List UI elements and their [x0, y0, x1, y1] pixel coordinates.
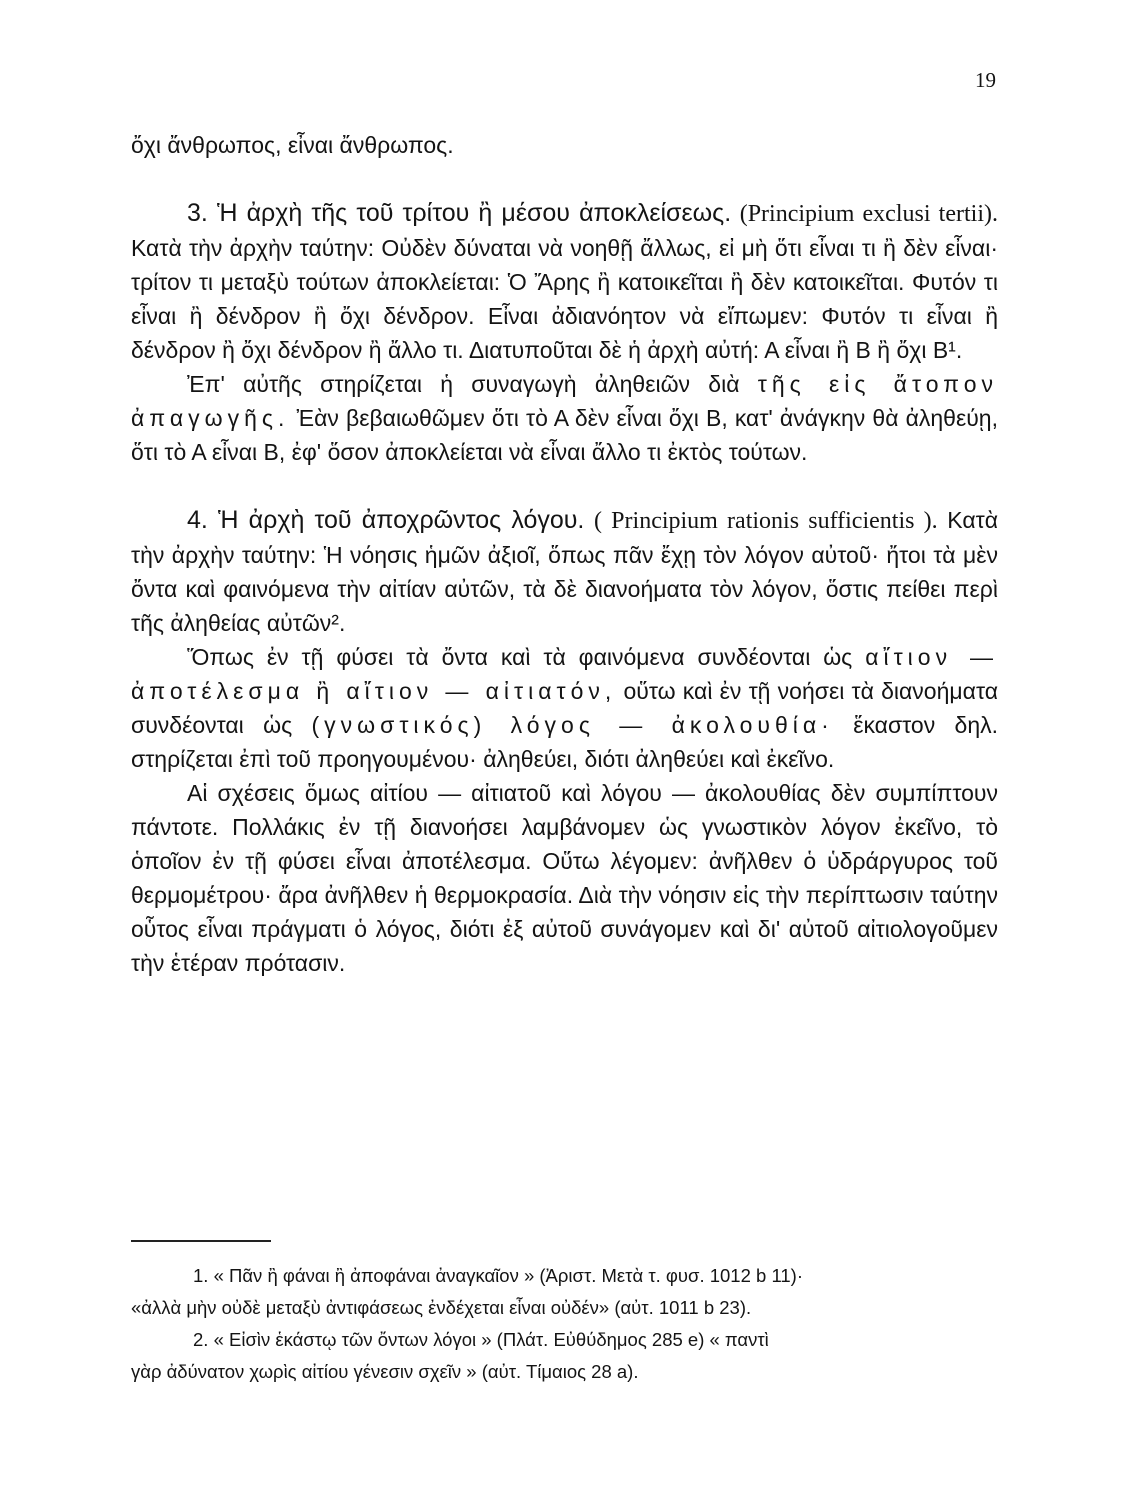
- section-4-paragraph-2: [131, 640, 998, 776]
- footnotes: [131, 1260, 998, 1388]
- section-4-p2-e: ἕκαστον δηλ. στηρίζεται ἐπὶ τοῦ προηγουμένου· ἀληθεύει, διότι ἀληθεύει καὶ ἐκεῖνο.: [131, 712, 999, 772]
- section-4-p2-c: οὕτω καὶ ἐν τῇ νοήσει τὰ διανοήματα συνδέονται ὡς: [131, 678, 998, 738]
- section-3-paragraph: [131, 196, 998, 367]
- section-4-p2-a: Ὅπως ἐν τῇ φύσει τὰ ὄντα καὶ τὰ φαινόμενα συνδέονται ὡς: [187, 644, 853, 670]
- section-4-heading: 4. Ἡ ἀρχὴ τοῦ ἀποχρῶντος λόγου.: [187, 506, 585, 534]
- page-number: 19: [975, 68, 996, 92]
- footnote-1-line-1: 1. « Πᾶν ἢ φάναι ἢ ἀποφάναι ἀναγκαῖον » (Ἀριστ. Μετὰ τ. φυσ. 1012 b 11)·: [193, 1265, 803, 1286]
- section-4-paragraph: [131, 503, 998, 640]
- section-4-latin-term: ( Principium rationis sufficientis ).: [593, 508, 938, 534]
- footnote-2-line-1: 2. « Εἰσὶν ἑκάστῳ τῶν ὄντων λόγοι » (Πλάτ. Εὐθύδημος 285 e) « παντὶ: [193, 1329, 769, 1350]
- footnote-1-line-2: «ἀλλὰ μὴν οὐδὲ μεταξὺ ἀντιφάσεως ἐνδέχεται εἶναι οὐδέν» (αὐτ. 1011 b 23).: [131, 1297, 752, 1318]
- intro-line: ὄχι ἄνθρωπος, εἶναι ἄνθρωπος.: [131, 132, 454, 158]
- section-3-heading: 3. Ἡ ἀρχὴ τῆς τοῦ τρίτου ἢ μέσου ἀποκλείσεως.: [187, 199, 732, 227]
- section-4-paragraph-3: Αἱ σχέσεις ὅμως αἰτίου — αἰτιατοῦ καὶ λόγου — ἀκολουθίας δὲν συμπίπτουν πάντοτε. Πολλάκις ἐν τῇ διανοήσει λαμβάνομεν ὡς γνωστικὸν λόγον ἐκεῖνο, τὸ ὁποῖον ἐν τῇ φύσει εἶναι ἀποτέλεσμα. Οὕτω λέγομεν: ἀνῆλθεν ὁ ὑδράργυρος τοῦ θερμομέτρου· ἄρα ἀνῆλθεν ἡ θερμοκρασία. Διὰ τὴν νόησιν εἰς τὴν περίπτωσιν ταύτην οὗτος εἶναι πράγματι ὁ λόγος, διότι ἐξ αὐτοῦ συνάγομεν καὶ δι' αὐτοῦ αἰτιολογοῦμεν τὴν ἑτέραν πρότασιν.: [131, 780, 998, 976]
- section-4-p2-d: (γνωστικός) λόγος — ἀκολουθία·: [311, 712, 834, 738]
- footnote-rule: [131, 1240, 271, 1242]
- section-3-p2-end: Ἐὰν βεβαιωθῶμεν ὅτι τὸ Α δὲν εἶναι ὄχι Β, κατ' ἀνάγκην θὰ ἀληθεύῃ, ὅτι τὸ Α εἶναι Β, ἐφ' ὅσον ἀποκλείεται νὰ εἶναι ἄλλο τι ἐκτὸς τούτων.: [131, 405, 998, 465]
- section-3-p2-start: Ἐπ' αὐτῆς στηρίζεται ἡ συναγωγὴ ἀληθειῶν διὰ: [187, 371, 740, 397]
- main-text: [131, 128, 998, 980]
- section-3-body: Κατὰ τὴν ἀρχὴν ταύτην: Οὐδὲν δύναται νὰ νοηθῇ ἄλλως, εἰ μὴ ὅτι εἶναι τι ἢ δὲν εἶναι· τρίτον τι μεταξὺ τούτων ἀποκλείεται: Ὁ Ἄρης ἢ κατοικεῖται ἢ δὲν κατοικεῖται. Φυτόν τι εἶναι ἢ δένδρον ἢ ὄχι δένδρον. Εἶναι ἀδιανόητον νὰ εἴπωμεν: Φυτόν τι εἶναι ἢ δένδρον ἢ ὄχι δένδρον ἢ ἄλλο τι. Διατυποῦται δὲ ἡ ἀρχὴ αὐτή: Α εἶναι ἢ Β ἢ ὄχι Β¹.: [131, 235, 998, 363]
- section-4-p2-b: αἴτιον — ἀποτέλεσμα ἢ αἴτιον — αἰτιατόν,: [131, 644, 998, 704]
- section-3-latin-term: (Principium exclusi tertii).: [739, 201, 998, 227]
- section-3-paragraph-2: [131, 367, 998, 469]
- section-4-body: Κατὰ τὴν ἀρχὴν ταύτην: Ἡ νόησις ἡμῶν ἀξιοῖ, ὅπως πᾶν ἔχῃ τὸν λόγον αὐτοῦ· ἤτοι τὰ μὲν ὄντα καὶ φαινόμενα τὴν αἰτίαν αὐτῶν, τὰ δὲ διανοήματα τὸν λόγον, ὅστις πείθει περὶ τῆς ἀληθείας αὐτῶν².: [131, 507, 999, 636]
- section-3-p2-spaced: τῆς εἰς ἄτοπον ἀπαγωγῆς.: [131, 371, 999, 431]
- footnote-2-line-2: γὰρ ἀδύνατον χωρὶς αἰτίου γένεσιν σχεῖν » (αὐτ. Τίμαιος 28 a).: [131, 1361, 639, 1382]
